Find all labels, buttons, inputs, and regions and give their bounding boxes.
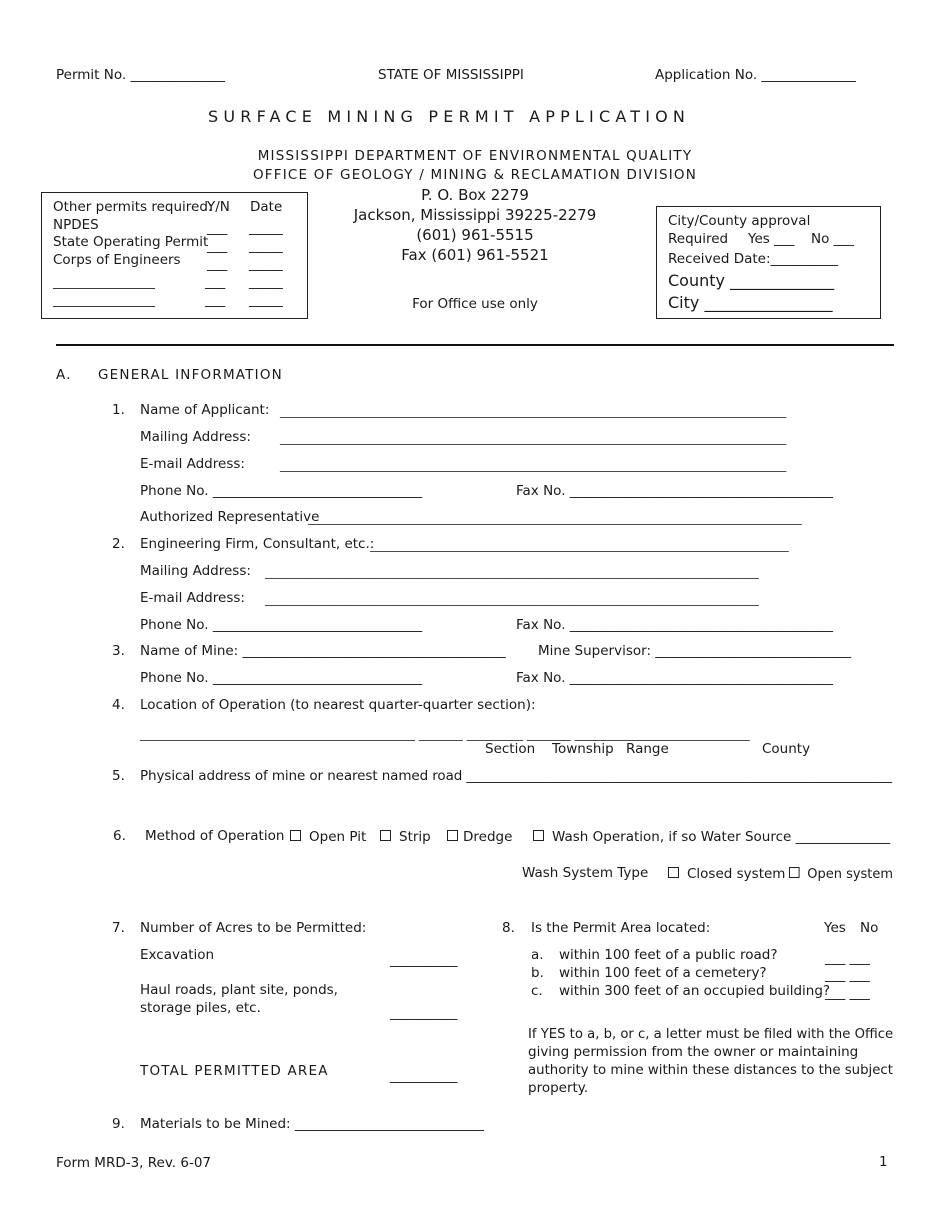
strip-option[interactable] [380,830,431,845]
permit-row-label: State Operating Permit [53,234,209,250]
permit-area-note: If YES to a, b, or c, a letter must be filed with the Office [528,1026,894,1042]
permit-no-field[interactable]: Permit No. ______________ [56,67,225,83]
permit-row-yn[interactable]: ___ [207,238,228,254]
other-permits-heading: Other permits required: [53,199,213,215]
township-caption: Township [552,741,614,757]
phone-number: (601) 961-5515 [416,226,534,244]
wash-label: Wash Operation, if so Water Source ______________ [552,829,891,845]
item-yes-no-blanks[interactable]: ___ ___ [825,967,870,983]
section-title: GENERAL INFORMATION [98,367,283,383]
yn-header: Y/N [207,199,230,215]
item-letter: a. [531,947,544,963]
permit-area-note: authority to mine within these distances to the subject [528,1062,893,1078]
excavation-input[interactable]: __________ [390,952,458,968]
open-pit-label: Open Pit [309,829,367,845]
mine-supervisor-field[interactable]: Mine Supervisor: _____________________________ [538,643,852,659]
approval-heading: City/County approval [668,213,811,229]
county-field[interactable]: County _____________ [668,271,835,290]
dredge-label: Dredge [463,829,513,845]
applicant-name-input[interactable]: _________________________________________________________________________________ [280,403,787,418]
city-zip: Jackson, Mississippi 39225-2279 [353,206,597,224]
dredge-checkbox[interactable] [447,830,458,841]
item-yes-no-blanks[interactable]: ___ ___ [825,950,870,966]
acres-label: Number of Acres to be Permitted: [140,920,367,936]
permit-row-date[interactable]: _____ [249,274,283,290]
question-number: 8. [502,920,515,936]
application-no-field[interactable]: Application No. ______________ [655,67,856,83]
office-name: OFFICE OF GEOLOGY / MINING & RECLAMATION DIVISION [252,167,698,183]
authorized-rep-input[interactable]: _______________________________________________________________________________ [308,510,802,525]
fax-number: Fax (601) 961-5521 [401,246,549,264]
dredge-option[interactable] [447,830,512,845]
wash-system-type-label: Wash System Type [522,865,649,881]
approval-yes[interactable]: Yes ___ [748,231,795,247]
open-system-option[interactable] [789,867,893,882]
excavation-label: Excavation [140,947,215,963]
firm-email-input[interactable]: _______________________________________________________________________________ [265,591,759,606]
header-divider [56,344,894,346]
permit-row-label[interactable]: _________________ [53,293,155,307]
permit-row-label: NPDES [53,217,99,233]
physical-address-field[interactable]: Physical address of mine or nearest named road ________________________________________________________________ [140,768,893,784]
haul-roads-label: Haul roads, plant site, ponds, [140,982,338,998]
open-system-label: Open system [807,866,894,882]
po-box: P. O. Box 2279 [421,186,529,204]
no-column-header: No [860,920,879,936]
permit-row-label[interactable]: _________________ [53,275,155,289]
permit-row-label: Corps of Engineers [53,252,181,268]
mine-phone-field[interactable]: Phone No. _______________________________ [140,670,423,686]
firm-input[interactable]: ___________________________________________________________________ [370,537,789,552]
item-text: within 100 feet of a cemetery? [559,965,767,981]
permit-row-yn[interactable]: ___ [205,292,226,308]
mine-name-field[interactable]: Name of Mine: _______________________________________ [140,643,506,659]
item-letter: c. [531,983,543,999]
mine-fax-field[interactable]: Fax No. _______________________________________ [516,670,834,686]
page-number: 1 [879,1154,888,1170]
wash-checkbox[interactable] [533,830,544,841]
strip-label: Strip [399,829,431,845]
approval-no[interactable]: No ___ [811,231,854,247]
email-input[interactable]: _________________________________________________________________________________ [280,457,787,472]
office-use-note: For Office use only [412,296,538,312]
firm-phone-field[interactable]: Phone No. _______________________________ [140,617,423,633]
closed-system-checkbox[interactable] [668,867,679,878]
question-number: 1. [112,402,125,418]
open-pit-option[interactable] [290,830,366,845]
question-number: 9. [112,1116,125,1132]
firm-fax-field[interactable]: Fax No. _______________________________________ [516,617,834,633]
firm-mailing-input[interactable]: _______________________________________________________________________________ [265,564,759,579]
wash-option[interactable] [533,830,890,845]
firm-label: Engineering Firm, Consultant, etc.: [140,536,375,552]
total-area-label: TOTAL PERMITTED AREA [140,1063,329,1079]
question-number: 6. [113,828,126,844]
haul-roads-input[interactable]: __________ [390,1005,458,1021]
strip-checkbox[interactable] [380,830,391,841]
permit-area-note: giving permission from the owner or maintaining [528,1044,859,1060]
storage-piles-label: storage piles, etc. [140,1000,261,1016]
method-label: Method of Operation [145,828,285,844]
received-date[interactable]: Received Date:__________ [668,251,839,267]
materials-field[interactable]: Materials to be Mined: ____________________________ [140,1116,484,1132]
open-system-checkbox[interactable] [789,867,800,878]
item-yes-no-blanks[interactable]: ___ ___ [825,985,870,1001]
range-caption: Range [626,741,669,757]
permit-area-note: property. [528,1080,589,1096]
permit-row-date[interactable]: _____ [249,238,283,254]
question-number: 4. [112,697,125,713]
section-caption: Section [485,741,536,757]
location-input-line[interactable]: ____________________________________________ _______ _________ _______ ____________________________ [140,726,750,741]
yes-column-header: Yes [824,920,846,936]
city-field[interactable]: City ________________ [668,293,833,312]
permit-row-yn[interactable]: ___ [205,274,226,290]
question-number: 7. [112,920,125,936]
closed-system-option[interactable] [668,867,785,882]
mailing-address-label: Mailing Address: [140,429,251,445]
department-name: MISSISSIPPI DEPARTMENT OF ENVIRONMENTAL QUALITY [257,148,693,164]
authorized-rep-label: Authorized Representative [140,509,320,525]
permit-row-date[interactable]: _____ [249,220,283,236]
location-label: Location of Operation (to nearest quarter-quarter section): [140,697,536,713]
email-label: E-mail Address: [140,456,245,472]
phone-field[interactable]: Phone No. _______________________________ [140,483,423,499]
permit-area-label: Is the Permit Area located: [531,920,711,936]
mailing-address-input[interactable]: _________________________________________________________________________________ [280,430,787,445]
required-label: Required [668,231,729,247]
state-heading: STATE OF MISSISSIPPI [378,67,524,83]
applicant-name-label: Name of Applicant: [140,402,270,418]
form-title: SURFACE MINING PERMIT APPLICATION [208,107,691,126]
firm-mailing-label: Mailing Address: [140,563,251,579]
permit-row-date[interactable]: _____ [249,256,283,272]
form-number: Form MRD-3, Rev. 6-07 [56,1155,212,1171]
item-text: within 100 feet of a public road? [559,947,778,963]
total-area-input[interactable]: __________ [390,1068,458,1084]
item-text: within 300 feet of an occupied building? [559,983,831,999]
county-caption: County [762,741,811,757]
question-number: 2. [112,536,125,552]
permit-row-yn[interactable]: ___ [207,256,228,272]
question-number: 3. [112,643,125,659]
closed-system-label: Closed system [687,866,786,882]
permit-row-yn[interactable]: ___ [207,220,228,236]
item-letter: b. [531,965,544,981]
fax-field[interactable]: Fax No. _______________________________________ [516,483,834,499]
question-number: 5. [112,768,125,784]
section-letter: A. [56,367,72,383]
firm-email-label: E-mail Address: [140,590,245,606]
date-header: Date [250,199,283,215]
open-pit-checkbox[interactable] [290,830,301,841]
permit-row-date[interactable]: _____ [249,292,283,308]
